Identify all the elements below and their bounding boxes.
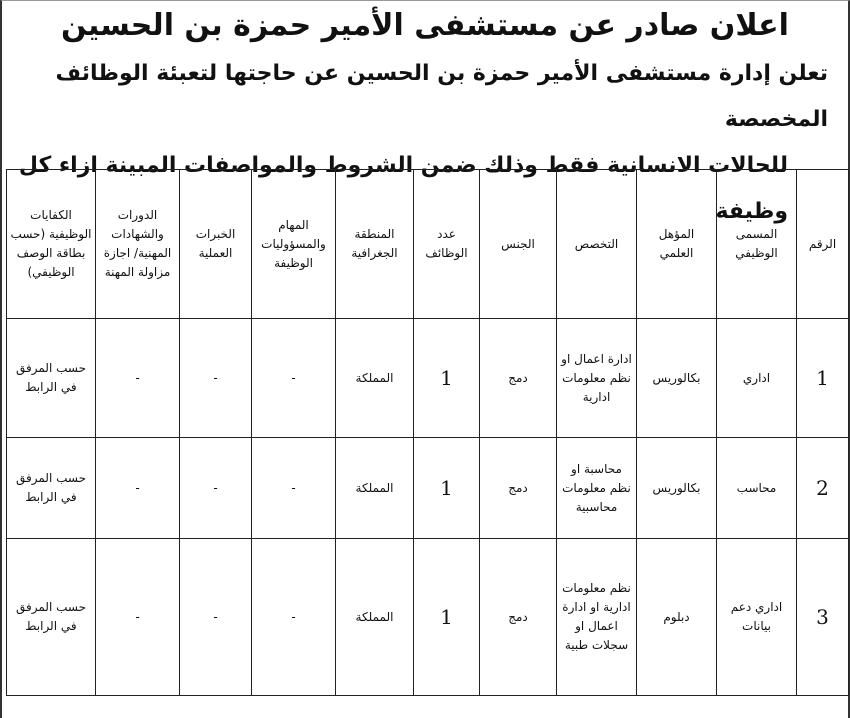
row-courses: - — [96, 438, 180, 539]
header-region: المنطقة الجغرافية — [336, 170, 414, 319]
row-count: 1 — [414, 319, 480, 438]
intro-line-2: للحالات الانسانية فقط وذلك ضمن الشروط والمواصفات المبينة ازاء كل وظيفة — [18, 153, 788, 224]
header-duties: المهام والمسؤوليات الوظيفة — [252, 170, 336, 319]
row-gender: دمج — [480, 319, 557, 438]
header-experience: الخبرات العملية — [180, 170, 252, 319]
announcement-title: اعلان صادر عن مستشفى الأمير حمزة بن الحسين — [61, 8, 789, 43]
row-job-title: اداري — [717, 319, 797, 438]
table-header-row — [7, 170, 849, 319]
row-job-title: محاسب — [717, 438, 797, 539]
row-region: المملكة — [336, 438, 414, 539]
row-number: 2 — [797, 438, 849, 539]
header-qualification: المؤهل العلمي — [637, 170, 717, 319]
row-region: المملكة — [336, 539, 414, 696]
row-gender: دمج — [480, 539, 557, 696]
row-experience: - — [180, 438, 252, 539]
row-number: 1 — [797, 319, 849, 438]
table-row — [7, 438, 849, 539]
announcement-intro — [2, 51, 848, 224]
header-competencies: الكفايات الوظيفية (حسب بطاقة الوصف الوظيفي) — [7, 170, 96, 319]
row-qualification: بكالوريس — [637, 319, 717, 438]
row-qualification: دبلوم — [637, 539, 717, 696]
row-competencies: حسب المرفق في الرابط — [7, 438, 96, 539]
row-competencies: حسب المرفق في الرابط — [7, 539, 96, 696]
header-count: عدد الوظائف — [414, 170, 480, 319]
row-duties: - — [252, 438, 336, 539]
row-competencies: حسب المرفق في الرابط — [7, 319, 96, 438]
row-duties: - — [252, 319, 336, 438]
row-count: 1 — [414, 438, 480, 539]
table-row — [7, 319, 849, 438]
row-region: المملكة — [336, 319, 414, 438]
row-duties: - — [252, 539, 336, 696]
jobs-table — [6, 169, 849, 696]
row-gender: دمج — [480, 438, 557, 539]
row-specialization: ادارة اعمال او نظم معلومات ادارية — [557, 319, 637, 438]
header-courses: الدورات والشهادات المهنية/ اجازة مزاولة المهنة — [96, 170, 180, 319]
row-job-title: اداري دعم بيانات — [717, 539, 797, 696]
row-courses: - — [96, 539, 180, 696]
row-count: 1 — [414, 539, 480, 696]
row-specialization: محاسبة او نظم معلومات محاسبية — [557, 438, 637, 539]
intro-line-1: تعلن إدارة مستشفى الأمير حمزة بن الحسين عن حاجتها لتعبئة الوظائف المخصصة — [55, 61, 828, 132]
header-gender: الجنس — [480, 170, 557, 319]
row-experience: - — [180, 539, 252, 696]
row-qualification: بكالوريس — [637, 438, 717, 539]
header-job-title: المسمى الوظيفي — [717, 170, 797, 319]
header-specialization: التخصص — [557, 170, 637, 319]
row-number: 3 — [797, 539, 849, 696]
row-experience: - — [180, 319, 252, 438]
table-row — [7, 539, 849, 696]
row-courses: - — [96, 319, 180, 438]
row-specialization: نظم معلومات ادارية او ادارة اعمال او سجلات طبية — [557, 539, 637, 696]
header-number: الرقم — [797, 170, 849, 319]
